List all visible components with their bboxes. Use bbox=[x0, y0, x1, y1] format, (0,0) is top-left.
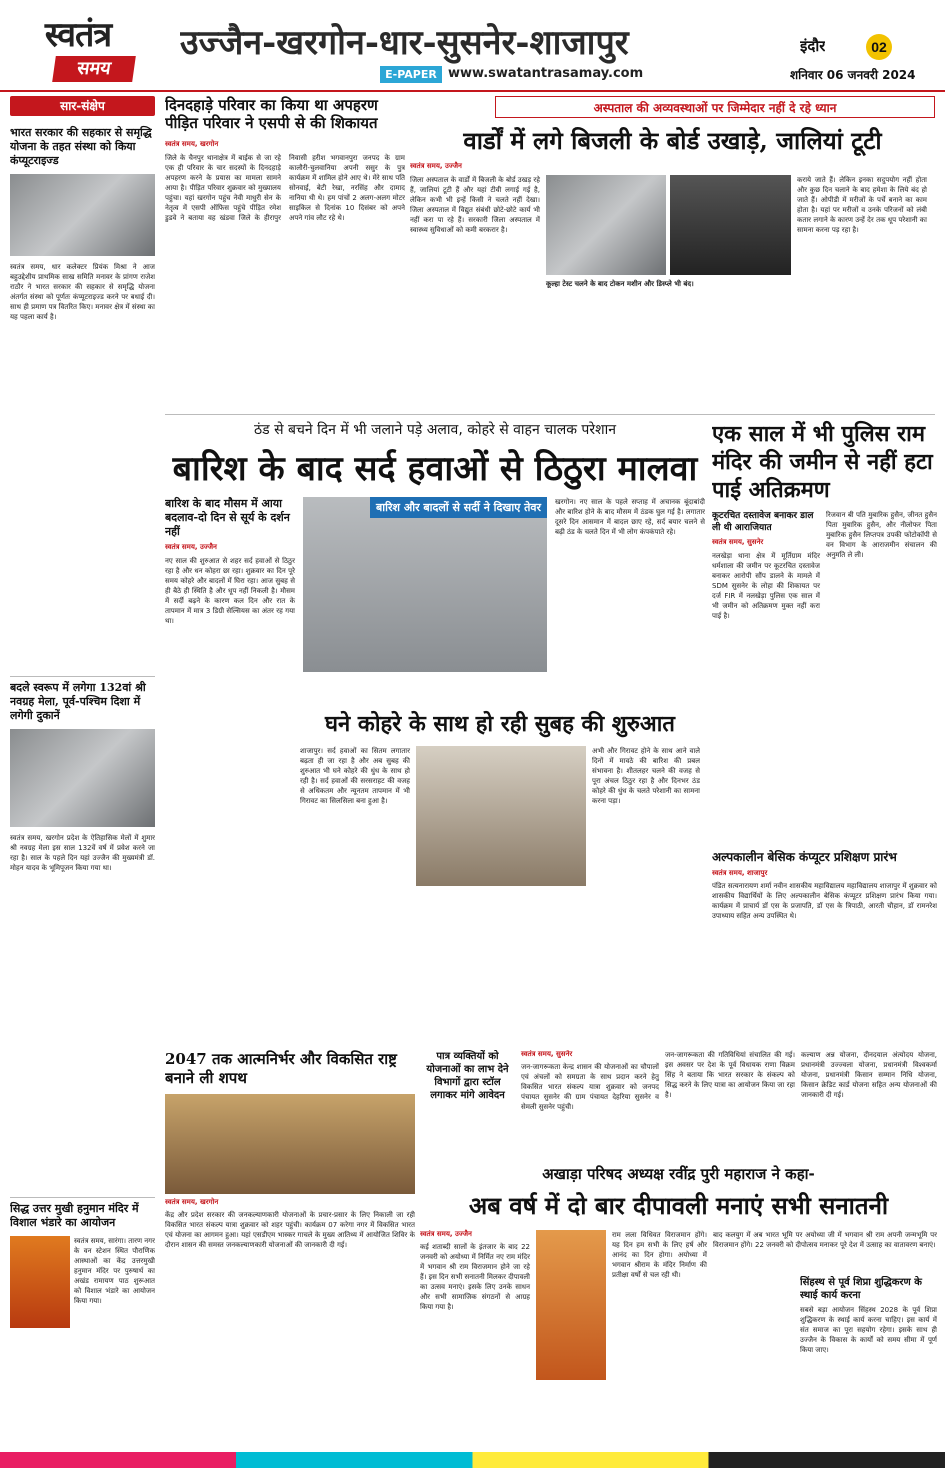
story-diwali-headline: अब वर्ष में दो बार दीपावली मनाएं सभी सनातनी bbox=[468, 1191, 889, 1220]
story-temple-byline: स्वतंत्र समय, सुसनेर bbox=[712, 538, 764, 546]
logo-bottom-text: समय bbox=[52, 56, 136, 82]
logo-top-text: स्वतंत्र bbox=[44, 15, 112, 55]
story-pledge-headline: 2047 तक आत्मनिर्भर और विकसित राष्ट्र बनाने ली शपथ bbox=[165, 1050, 397, 1087]
story-schemes-byline: स्वतंत्र समय, सुसनेर bbox=[521, 1050, 573, 1058]
story-kidnap-byline: स्वतंत्र समय, खरगोन bbox=[165, 140, 219, 148]
story-ram-temple bbox=[712, 420, 937, 840]
hospital-photo-1 bbox=[546, 175, 666, 275]
story-temple-subhead: कूटरचित दस्तावेज बनाकर डाल ली थी आराजियात bbox=[712, 511, 814, 533]
sidebar bbox=[10, 96, 155, 1448]
story-cold-headline: बारिश के बाद सर्द हवाओं से ठिठुरा मालवा bbox=[172, 449, 698, 489]
story-hospital bbox=[410, 96, 935, 406]
story-diwali-byline: स्वतंत्र समय, उज्जैन bbox=[420, 1230, 472, 1238]
story-fog-body: शाजापुर। सर्द हवाओं का सितम लगातार बढ़ता ही जा रहा है और अब सुबह की शुरुआत भी घने कोहरे की धुंध के साथ हो रही है। सर्द हवाओं की सरसराहट की वजह से अधिकतम और न्यूनतम तापमान में भी गिरावट का सिलसिला बना हुआ है। bbox=[300, 747, 410, 805]
epaper-badge: E-PAPER bbox=[380, 66, 442, 83]
story-cold-kicker: ठंड से बचने दिन में भी जलाने पड़े अलाव, कोहरे से वाहन चालक परेशान bbox=[254, 422, 616, 438]
story-kidnap-headline: दिनदहाड़े परिवार का किया था अपहरण पीड़ित परिवार ने एसपी से की शिकायत bbox=[165, 96, 378, 132]
fog-photo-label: बारिश और बादलों से सर्दी ने दिखाए तेवर bbox=[370, 497, 547, 518]
story-kidnap-body: जिले के चैनपुर थानाक्षेत्र में बाईक से जा रहे एक ही परिवार के चार सदस्यों के दिनदहाड़े अपहरण करने के प्रयास का मामला सामने आया है। पीड़ित परिवार शुक्रवार को मुख्यालय पहुंचा। यहां खरगोन पहुंच नेवी माधुरी सेन के नेतृत्व में एसपी ऑफिस पहुंचे पीड़ित रमेश डुडवे ने बताया वह खंडवा जिले के हीरापुर निवासी हरीश भगवानपुरा जनपद के ग्राम कालौरी-चुलवानिया अपनी ससुर के पुत्र कार्यक्रम में शामिल होने आए थे। मेरे साथ पति सोनवाई, बेटी रेखा, नरसिंह और दामाद नानिया थी थे। हम पांचों 2 अलग-अलग मोटर साइकिल से दिनांक 10 दिसंबर को अपने अपने गांव लौट रहे थे। bbox=[165, 154, 405, 222]
brief-1-headline: भारत सरकार की सहकार से समृद्धि योजना के तहत संस्था को किया कंप्यूटराइज्ड bbox=[10, 126, 152, 167]
story-diwali-body-2: राम लला विधिवत विराजमान होंगे। यह दिन हम सभी के लिए हर्ष और आनंद का दिन होगा। अयोध्या में भगवान श्रीराम के मंदिर निर्माण की प्रतीक्षा वर्षों से चल रही थी। bbox=[612, 1231, 707, 1279]
story-cold-body: नए साल की शुरुआत से शहर सर्द हवाओं से ठिठुर रहा है और धन कोहरा छा रहा। शुक्रवार का दिन पूरे समय कोहरे और बादलों में घिरा रहा। आज सुबह से ही बैठे ही स्थिति है और धूप नहीं निकली है। मौसम में सर्दी बढ़ने के कारण कल दिन और रात के तापमान में मात्र 3 डिग्री सेल्सियस का अंतर रह गया था। bbox=[165, 557, 295, 625]
brief-3-headline: सिद्ध उत्तर मुखी हनुमान मंदिर में विशाल भंडारे का आयोजन bbox=[10, 1202, 139, 1229]
story-shipra bbox=[800, 1276, 937, 1446]
story-diwali-kicker: अखाड़ा परिषद अध्यक्ष रवींद्र पुरी महाराज ने कहा- bbox=[542, 1165, 815, 1183]
story-cold-wave bbox=[165, 420, 705, 704]
story-computer-training bbox=[712, 850, 937, 980]
story-fog-headline: घने कोहरे के साथ हो रही सुबह की शुरुआत bbox=[325, 711, 675, 737]
story-pledge-body: केंद्र और प्रदेश सरकार की जनकल्याणकारी योजनाओं के प्रचार-प्रसार के लिए निकाली जा रही विकसित भारत संकल्प यात्रा शुक्रवार को शहर पहुंची। कार्यक्रम 07 करेगा नगर में विकसित भारत एवं योजना का आगमन हुआ। यहां एसडीएम भास्कर गाचले के मुख्य आतिथ्य में आयोजित शिविर के दौरान शासन की समस्त जनकल्याणकारी योजनाओं की जानकारी दी गई। bbox=[165, 1211, 415, 1249]
story-cold-byline: स्वतंत्र समय, उज्जैन bbox=[165, 543, 217, 551]
masthead bbox=[0, 0, 945, 92]
color-calibration-bar bbox=[0, 1452, 945, 1468]
story-training-headline: अल्पकालीन बेसिक कंप्यूटर प्रशिक्षण प्रारंभ bbox=[712, 850, 897, 864]
brief-2-body: स्वतंत्र समय, खरगोन प्रदेश के ऐतिहासिक मेलों में शुमार श्री नवग्रह मेला इस साल 132वें वर्ष में प्रवेश करने जा रहा है। साल के पहले दिन यहां उज्जैन की मुख्यमंत्री डॉ. मोहन यादव के भूमिपूजन किया गया था। bbox=[10, 834, 155, 872]
pledge-photo bbox=[165, 1094, 415, 1194]
brief-2-headline: बदले स्वरूप में लगेगा 132वां श्री नवग्रह मेला, पूर्व-पश्चिम दिशा में लगेगी दुकानें bbox=[10, 681, 146, 722]
sidebar-label: सार-संक्षेप bbox=[10, 96, 155, 116]
story-hospital-headline: वार्डों में लगे बिजली के बोर्ड उखाड़े, जालियां टूटी bbox=[463, 126, 882, 155]
bonfire-photo bbox=[416, 746, 586, 886]
brief-1-photo bbox=[10, 174, 155, 256]
story-schemes-body: जन-जागरूकता केन्द्र शासन की योजनाओं का चौपालों एवं अंचलों को समग्रता के साथ प्रदान करने हेतु विकसित भारत संकल्प यात्रा शुक्रवार को जनपद पंचायत सुसनेर की ग्राम पंचायत देहरिया सुसनेर व सेमली सुसनेर पहुंची। bbox=[521, 1063, 659, 1111]
story-schemes bbox=[420, 1050, 937, 1166]
story-fog-body-2: अभी और गिरावट होने के साथ आने वाले दिनों में मावठे की बारिश की प्रबल संभावना है। शीतलहर चलने की वजह से पूरा अंचल ठिठुर रहा है और दिनभर ठंड कोहरे की धुंध के चलते परेशानी का सामना करना पड़ा। bbox=[592, 747, 700, 805]
story-schemes-body-3: कल्याण अन्न योजना, दीनदयाल अंत्योदय योजना, प्रधानमंत्री उज्ज्वला योजना, प्रधानमंत्री विश्वकर्मा योजना, प्रधानमंत्री किसान सम्मान निधि योजना, किसान क्रेडिट कार्ड योजना सहित अन्य योजनाओं की जानकारी दी गई। bbox=[801, 1051, 937, 1099]
story-schemes-body-2: जन-जागरूकता की गतिविधियां संचालित की गई। इस अवसर पर देश के पूर्व विधायक राणा विक्रम सिंह ने बताया कि भारत सरकार के संकल्प को सिद्ध करने के लिए यात्रा का आयोजन किया जा रहा है। bbox=[665, 1051, 795, 1099]
fog-photo bbox=[303, 497, 547, 672]
story-hospital-byline: स्वतंत्र समय, उज्जैन bbox=[410, 162, 462, 170]
brief-1-body: स्वतंत्र समय, धार कलेक्टर प्रियंक मिश्रा ने आज बहुउद्देशीय प्राथमिक साख समिति मनावर के प्रांगण राजेश राठौर ने भारत सरकार की सहकार से समृद्धि योजना अंतर्गत संस्था को पूर्णतः कंप्यूटराइज्ड करने पर बधाई दी। साथ ही प्रमाण पत्र वितरित किए। मनावर क्षेत्र में संस्था का यह पहला कार्य है। bbox=[10, 263, 155, 321]
newspaper-logo[interactable] bbox=[14, 10, 142, 90]
brief-3-photo bbox=[10, 1236, 70, 1328]
story-fog bbox=[300, 710, 700, 1050]
story-training-byline: स्वतंत्र समय, शाजापुर bbox=[712, 869, 768, 877]
story-hospital-body: जिला अस्पताल के वार्डों में बिजली के बोर्ड उखड़ रहे हैं, जालियां टूटी हैं और यहां टीवी लगाई गई है, लेकिन कभी भी इन्हें किसी ने चलते नहीं देखा। जिला अस्पताल में विद्युत संबंधी छोटे-छोटे कार्य भी नहीं करा पा रहे हैं। सरकारी जिला अस्पताल में स्वास्थ्य सुविधाओं को कमी बरकरार है। bbox=[410, 176, 540, 234]
story-temple-body: नलखेड़ा थाना क्षेत्र में मूर्तिग्राम मंदिर धर्मशाला की जमीन पर कूटरचित दस्तावेज बनाकर आरोपी सौंप डालने के मामले में SDM सुसनेर के लोहा की शिकायत पर दर्ज FIR में नलखेड़ा पुलिस एक साल में भी जमीन को अतिक्रमण मुक्त नहीं करा पाई है। bbox=[712, 552, 820, 620]
story-temple-body-2: रिजवान बी पति मुबारिक हुसैन, जीनत हुसैन पिता मुबारिक हुसैन, और नीलोफर पिता मुबारिक हुसैन लिप्तपत्र उपकी फोटोकॉपी से वन विभाग के आराजमीन संचालन की अनुमति ले ली। bbox=[826, 511, 937, 559]
story-schemes-headline: पात्र व्यक्तियों को योजनाओं का लाभ देने विभागों द्वारा स्टॉल लगाकर मांगे आवेदन bbox=[426, 1051, 509, 1101]
story-shipra-headline: सिंहस्थ से पूर्व शिप्रा शुद्धिकरण के स्थाई कार्य करना bbox=[800, 1277, 922, 1301]
brief-3-body: स्वतंत्र समय, सारंगा। तारण नगर के वन स्टेशन स्थित पौराणिक आस्थाओं का केंद्र उत्तरमुखी हनुमान मंदिर पर पुरुषार्थ का अखंड रामायण पाठ शुरूआत को विशाल भंडारे का आयोजन किया गया। bbox=[74, 1237, 155, 1305]
story-training-body: पंडित सत्यनारायण शर्मा नवीन शासकीय महाविद्यालय महाविद्यालय शाजापुर में शुक्रवार को शासकीय विद्यार्थियों के लिए अल्पकालीन बेसिक कंप्यूटर प्रशिक्षण प्रारंभ किया गया। कार्यक्रम में प्राचार्य डॉ एस के प्रजापति, डॉ एस के त्रिपाठी, आरती चौहान, डॉ रामनरेश उपाध्याय सहित अन्य उपस्थित थे। bbox=[712, 882, 937, 920]
site-url[interactable]: www.swatantrasamay.com bbox=[448, 66, 644, 81]
saint-photo bbox=[536, 1230, 606, 1380]
issue-date: शनिवार 06 जनवरी 2024 bbox=[790, 68, 916, 82]
story-shipra-body: सबसे बड़ा आयोजन सिंहस्थ 2028 के पूर्व शिप्रा शुद्धिकरण के स्थाई कार्य करना चाहिए। इस कार्य में संत समाज का पूरा सहयोग रहेगा। इसके साथ ही उज्जैन के विकास के कार्यों को समय सीमा में पूर्ण किया जाए। bbox=[800, 1306, 937, 1354]
hospital-photo-2 bbox=[670, 175, 791, 275]
city-label: इंदौर bbox=[800, 37, 826, 55]
page-number: 02 bbox=[866, 34, 892, 60]
story-hospital-body-2: कराये जाते हैं। लेकिन इनका सदुपयोग नहीं होता और कुछ दिन चलाने के बाद हमेशा के लिये बंद हो जाते हैं। ओपीडी में मरीजों के पर्चे बनाने का काम होता है। यहां पर मरीजों व उनके परिजनों को लंबी कतार लगाने के कारण उन्हें देर तक धूप परेशानी का सामना करना पड़ रहा है। bbox=[797, 176, 927, 234]
story-kidnap bbox=[165, 96, 405, 406]
edition-title: उज्जैन-खरगोन-धार-सुसनेर-शाजापुर bbox=[180, 23, 629, 63]
story-temple-headline: एक साल में भी पुलिस राम मंदिर की जमीन से नहीं हटा पाई अतिक्रमण bbox=[712, 421, 933, 503]
story-hospital-caption: कूल्हा टेस्ट चलने के बाद टोकन मशीन और डिस्प्ले भी बंद। bbox=[546, 280, 694, 288]
story-cold-subhead: बारिश के बाद मौसम में आया बदलाव-दो दिन से सूर्य के दर्शन नहीं bbox=[165, 497, 290, 538]
story-diwali-body: कई शताब्दी सालों के इंतजार के बाद 22 जनवरी को अयोध्या में निर्मित नए राम मंदिर में भगवान श्री राम विराजमान होने जा रहे हैं। इस दिन सभी सनातनी मिलकर दीपावली का उत्सव मनाएं। इसके लिए उनके साधन और सभी सामाजिक संगठनों से आग्रह किया गया है। bbox=[420, 1243, 530, 1311]
story-hospital-kicker: अस्पताल की अव्यवस्थाओं पर जिम्मेदार नहीं दे रहे ध्यान bbox=[495, 96, 935, 118]
story-pledge-byline: स्वतंत्र समय, खरगोन bbox=[165, 1198, 219, 1206]
story-cold-body-2: खरगोन। नए साल के पहले सप्ताह में अचानक बूंदाबांदी और बारिश होने के बाद मौसम में ठंडक घुल गई है। लगातार दूसरे दिन आसमान में बादल छाए रहे, सर्द बयार चलने से बढ़ी ठंड के चलते दिन में भी लोग कंपकंपाते रहे। bbox=[555, 498, 705, 536]
story-diwali-body-3: बाद कलयुग में अब भारत भूमि पर अयोध्या जी में भगवान श्री राम अपनी जन्मभूमि पर विराजमान होंगे। 22 जनवरी को दीपोत्सव मनाकर पूरे देश में उत्साह का वातावरण बनाएं। bbox=[713, 1231, 937, 1249]
brief-2-photo bbox=[10, 729, 155, 827]
story-pledge bbox=[165, 1050, 415, 1450]
